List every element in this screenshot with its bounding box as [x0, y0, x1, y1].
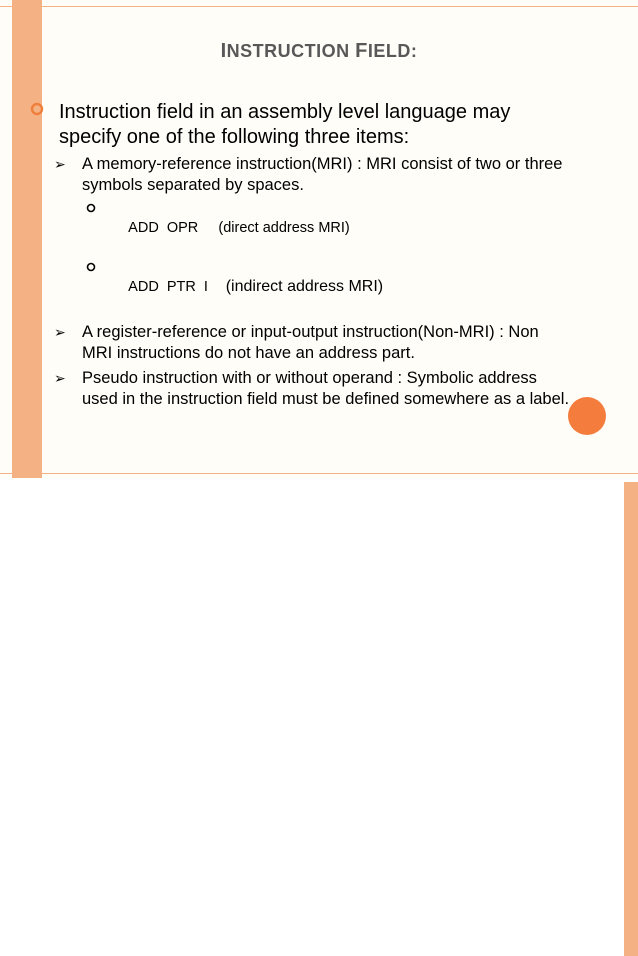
bullet-level2-text: A register-reference or input-output instruction(Non-MRI) : Non MRI instructions do not have an address part.: [82, 323, 539, 362]
arrowhead-bullet-icon: ➢: [54, 370, 66, 386]
decorative-orange-circle: [568, 397, 606, 435]
border-top-line: [0, 6, 638, 7]
bullet-level2-text: A memory-reference instruction(MRI) : MRI consist of two or three symbols separated by spaces.: [82, 155, 563, 194]
ring-bullet-icon: [86, 262, 96, 272]
bullet-level3-code: ADD PTR I: [128, 279, 208, 295]
ring-bullet-icon: [86, 203, 96, 213]
title-suffix: :: [410, 41, 418, 61]
bullet-level2-non-mri: [30, 322, 570, 364]
arrowhead-bullet-icon: ➢: [54, 156, 66, 172]
bullet-level3-code: ADD OPR: [128, 220, 199, 236]
bullet-level2-text: Pseudo instruction with or without operand : Symbolic address used in the instruction field must be defined somewhere as a label.: [82, 369, 570, 408]
title-rest-2: IELD: [367, 41, 411, 61]
title-cap-1: I: [220, 40, 227, 62]
arrowhead-bullet-icon: ➢: [54, 324, 66, 340]
title-cap-2: F: [355, 40, 368, 62]
bullet-level2-mri: [30, 154, 570, 196]
bullet-level3-indirect: [30, 260, 570, 314]
bullet-level3-note: (direct address MRI): [198, 220, 350, 236]
border-bottom-line: [0, 473, 638, 474]
bullet-level1-text: Instruction field in an assembly level language may specify one of the following three items:: [59, 101, 511, 148]
slide-title: [0, 40, 638, 63]
bullet-level1: [30, 100, 570, 150]
bullet-level3-direct: [30, 201, 570, 255]
ring-bullet-icon: [30, 102, 44, 116]
border-right-line: [624, 482, 638, 956]
bullet-level2-pseudo: [30, 368, 570, 410]
slide-content: [30, 100, 570, 410]
title-rest-1: NSTRUCTION: [226, 41, 350, 61]
bullet-level3-note: (indirect address MRI): [207, 278, 384, 295]
